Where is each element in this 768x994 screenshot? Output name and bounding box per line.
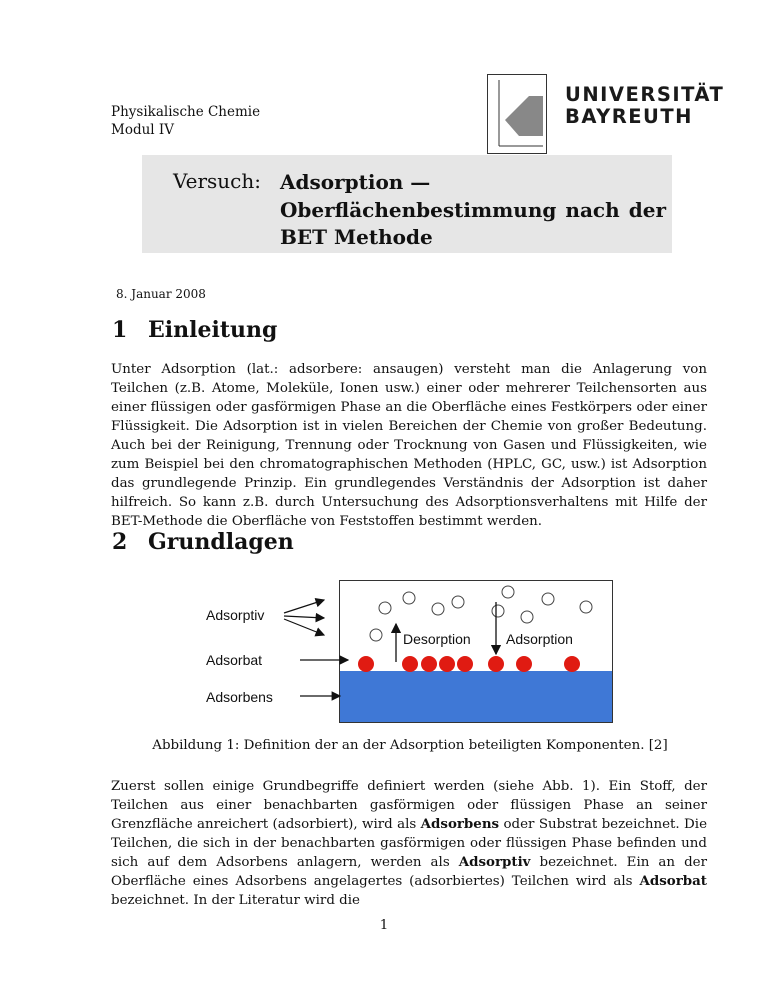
gas-molecule <box>502 586 514 598</box>
title-label: Versuch: <box>173 169 261 193</box>
desorption-label: Desorption <box>403 631 471 647</box>
title-line-3: BET Methode <box>280 225 433 249</box>
adsorption-label: Adsorption <box>506 631 573 647</box>
adsorbat-particle <box>564 656 580 672</box>
course-name: Physikalische Chemie <box>111 104 261 120</box>
adsorbat-particle <box>439 656 455 672</box>
label-arrows <box>284 600 348 696</box>
title-line-1: Adsorption — <box>280 170 431 194</box>
definitions-paragraph <box>111 777 707 910</box>
logo-emblem-icon <box>487 74 547 154</box>
gas-molecule <box>432 603 444 615</box>
gas-molecule <box>521 611 533 623</box>
adsorbat-particle <box>421 656 437 672</box>
section-title: Einleitung <box>148 317 278 343</box>
adsorption-figure <box>200 578 620 728</box>
adsorbat-label: Adsorbat <box>206 652 263 668</box>
experiment-title <box>280 169 666 252</box>
gas-molecule <box>542 593 554 605</box>
text-segment: bezeichnet. Ein an der Oberfläche eines Adsorbens angelagertes (adsorbiertes) Teilchen wird als <box>111 855 707 889</box>
course-header <box>111 103 260 139</box>
logo-wordmark <box>565 84 724 128</box>
adsorbat-particle <box>402 656 418 672</box>
adsorbat-particle <box>358 656 374 672</box>
title-line-2: Oberflächenbestimmung nach der <box>280 197 666 222</box>
experiment-title-box <box>142 155 672 253</box>
section-number: 2 <box>112 529 128 555</box>
adsorbat-particle <box>516 656 532 672</box>
page-number: 1 <box>379 918 389 933</box>
term-adsorbat: Adsorbat <box>639 873 707 889</box>
adsorptiv-label: Adsorptiv <box>206 607 265 623</box>
text-segment: oder Substrat bezeichnet. Die Teilchen, die sich in der benachbarten gasförmigen oder flüssigen Phase befinden und sich auf dem Adsorbens anlagern, werden als <box>111 817 707 870</box>
section-1-heading <box>112 317 712 347</box>
gas-molecule <box>370 629 382 641</box>
text-segment: Zuerst sollen einige Grundbegriffe definiert werden (siehe Abb. 1). Ein Stoff, der Teilchen aus einer benachbarten gasförmigen oder flüssigen Phase an seiner Grenzfläche anreichert (adsorbiert), wird als <box>111 779 707 832</box>
section-2-heading <box>112 529 712 559</box>
logo-line-1: UNIVERSITÄT <box>565 83 725 106</box>
adsorbens-label: Adsorbens <box>206 689 273 705</box>
gas-molecule <box>452 596 464 608</box>
section-title: Grundlagen <box>148 529 294 555</box>
section-number: 1 <box>112 317 128 343</box>
module-name: Modul IV <box>111 122 174 138</box>
university-logo <box>487 74 725 154</box>
gas-molecule <box>492 605 504 617</box>
term-adsorbens: Adsorbens <box>420 816 500 832</box>
text-segment: bezeichnet. In der Literatur wird die <box>111 893 360 908</box>
gas-molecule <box>403 592 415 604</box>
gas-molecule <box>379 602 391 614</box>
figure-caption: Abbildung 1: Definition der an der Adsorption beteiligten Komponenten. [2] <box>152 738 668 753</box>
logo-line-2: BAYREUTH <box>565 105 694 128</box>
adsorbat-particle <box>488 656 504 672</box>
adsorbat-particle <box>457 656 473 672</box>
adsorbens-substrate <box>340 671 612 722</box>
introduction-paragraph: Unter Adsorption (lat.: adsorbere: ansaugen) versteht man die Anlagerung von Teilchen (z.B. Atome, Moleküle, Ionen usw.) einer oder mehrerer Teilchensorten aus einer flüssigen oder gasförmigen Phase an die Oberfläche eines Festkörpers oder einer Flüssigkeit. Die Adsorption ist in vielen Bereichen der Chemie von großer Bedeutung. Auch bei der Reinigung, Trennung oder Trocknung von Gasen und Flüssigkeiten, wie zum Beispiel bei den chromatographischen Methoden (HPLC, GC, usw.) ist Adsorption das grundlegende Prinzip. Ein grundlegendes Verständnis der Adsorption ist daher hilfreich. So kann z.B. durch Untersuchung des Adsorptionsverhaltens mit Hilfe der BET-Methode die Oberfläche von Feststoffen bestimmt werden. <box>111 362 707 529</box>
document-date: 8. Januar 2008 <box>116 287 206 301</box>
gas-molecule <box>580 601 592 613</box>
term-adsorptiv: Adsorptiv <box>458 854 531 870</box>
